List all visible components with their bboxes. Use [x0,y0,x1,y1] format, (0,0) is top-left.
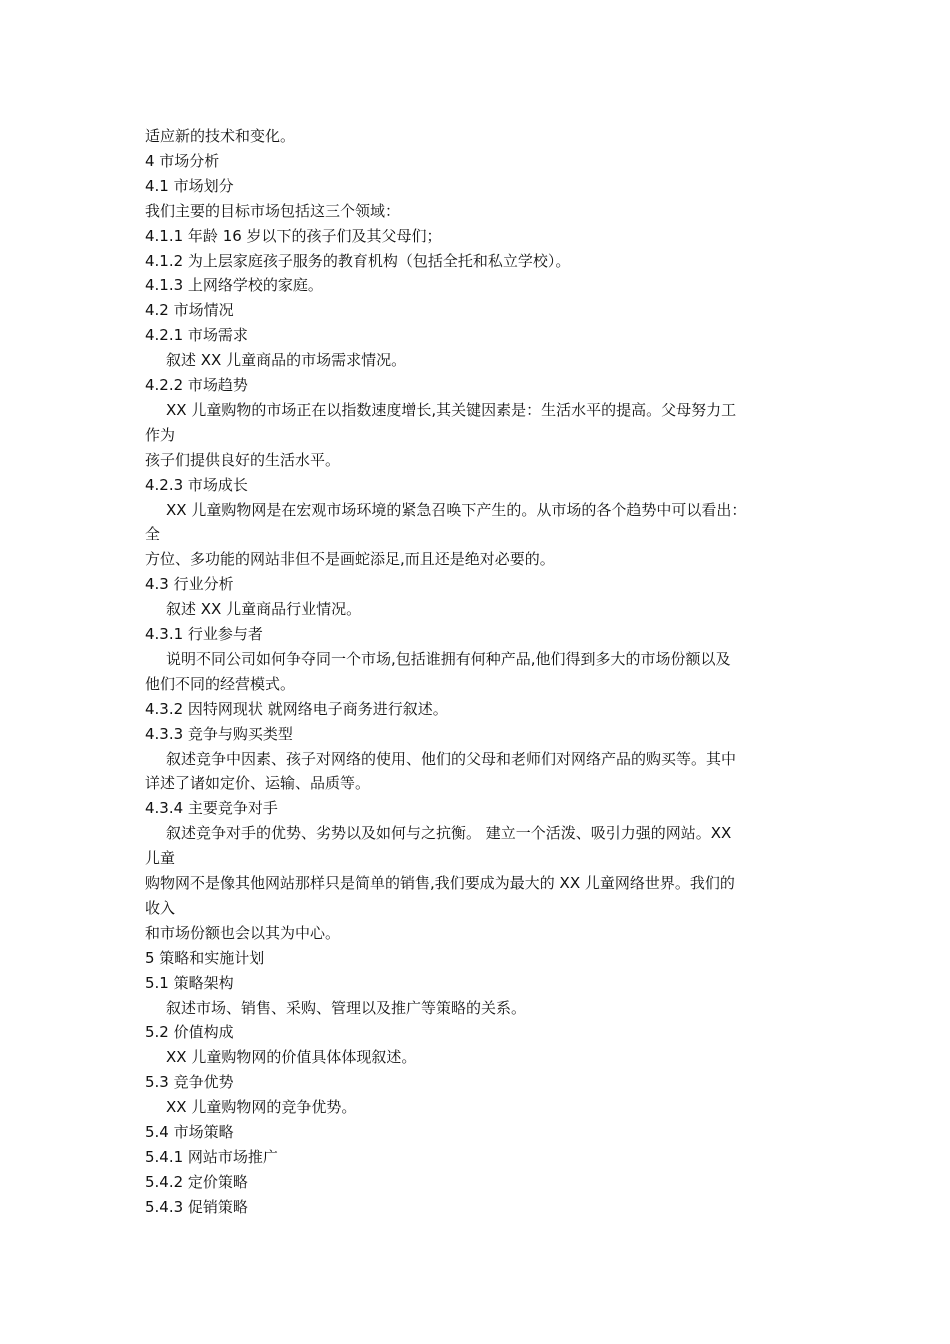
text-line: XX 儿童购物网的价值具体体现叙述。 [166,1048,417,1067]
text-line: XX 儿童购物的市场正在以指数速度增长,其关键因素是：生活水平的提高。父母努力工 [166,400,737,419]
text-line: 4.2.1 市场需求 [145,326,248,345]
text-line: 5.3 竞争优势 [145,1073,234,1092]
text-line: 5 策略和实施计划 [145,948,265,967]
text-line: 4.1.3 上网络学校的家庭。 [145,276,323,295]
text-line: 叙述竞争中因素、孩子对网络的使用、他们的父母和老师们对网络产品的购买等。其中 [166,749,737,768]
text-line: 4.2 市场情况 [145,301,234,320]
text-line: 4.1 市场划分 [145,176,234,195]
text-line: 4.3.2 因特网现状 就网络电子商务进行叙述。 [145,699,448,718]
text-line: 购物网不是像其他网站那样只是简单的销售,我们要成为最大的 XX 儿童网络世界。我们的 [145,874,735,892]
text-line: 叙述市场、销售、采购、管理以及推广等策略的关系。 [166,998,527,1017]
text-line: 5.4.2 定价策略 [145,1172,248,1191]
text-line: 收入 [145,898,176,917]
text-line: 适应新的技术和变化。 [145,127,296,145]
text-line: 说明不同公司如何争夺同一个市场,包括谁拥有何种产品,他们得到多大的市场份额以及 [166,649,731,668]
text-line: 他们不同的经营模式。 [145,674,296,693]
text-line: 4.1.2 为上层家庭孩子服务的教育机构（包括全托和私立学校）。 [145,251,571,270]
text-line: 作为 [145,425,176,444]
text-line: 叙述 XX 儿童商品的市场需求情况。 [166,351,407,370]
text-line: 4.3.3 竞争与购买类型 [145,724,293,743]
text-line: 4.2.2 市场趋势 [145,376,248,394]
text-line: 叙述竞争对手的优势、劣势以及如何与之抗衡。 建立一个活泼、吸引力强的网站。XX [166,824,732,843]
text-line: 4.3.1 行业参与者 [145,625,263,643]
text-line: XX 儿童购物网的竞争优势。 [166,1098,357,1117]
text-line: 4 市场分析 [145,151,220,170]
text-line: 我们主要的目标市场包括这三个领域： [145,201,401,220]
text-line: 5.4.1 网站市场推广 [145,1147,278,1166]
text-line: XX 儿童购物网是在宏观市场环境的紧急召唤下产生的。从市场的各个趋势中可以看出： [166,500,747,519]
text-line: 儿童 [145,849,176,868]
text-line: 5.4 市场策略 [145,1123,234,1141]
text-line: 4.1.1 年龄 16 岁以下的孩子们及其父母们； [145,226,442,245]
text-line: 方位、多功能的网站非但不是画蛇添足,而且还是绝对必要的。 [145,550,555,569]
text-line: 和市场份额也会以其为中心。 [145,923,341,942]
text-line: 4.2.3 市场成长 [145,475,248,494]
text-line: 5.4.3 促销策略 [145,1197,248,1216]
text-line: 4.3.4 主要竞争对手 [145,799,278,818]
text-line: 5.2 价值构成 [145,1023,234,1042]
text-line: 4.3 行业分析 [145,575,234,594]
text-line: 全 [145,525,161,544]
text-line: 孩子们提供良好的生活水平。 [145,450,341,469]
text-line: 5.1 策略架构 [145,973,234,992]
text-line: 叙述 XX 儿童商品行业情况。 [166,600,362,619]
text-line: 详述了诸如定价、运输、品质等。 [145,774,371,793]
